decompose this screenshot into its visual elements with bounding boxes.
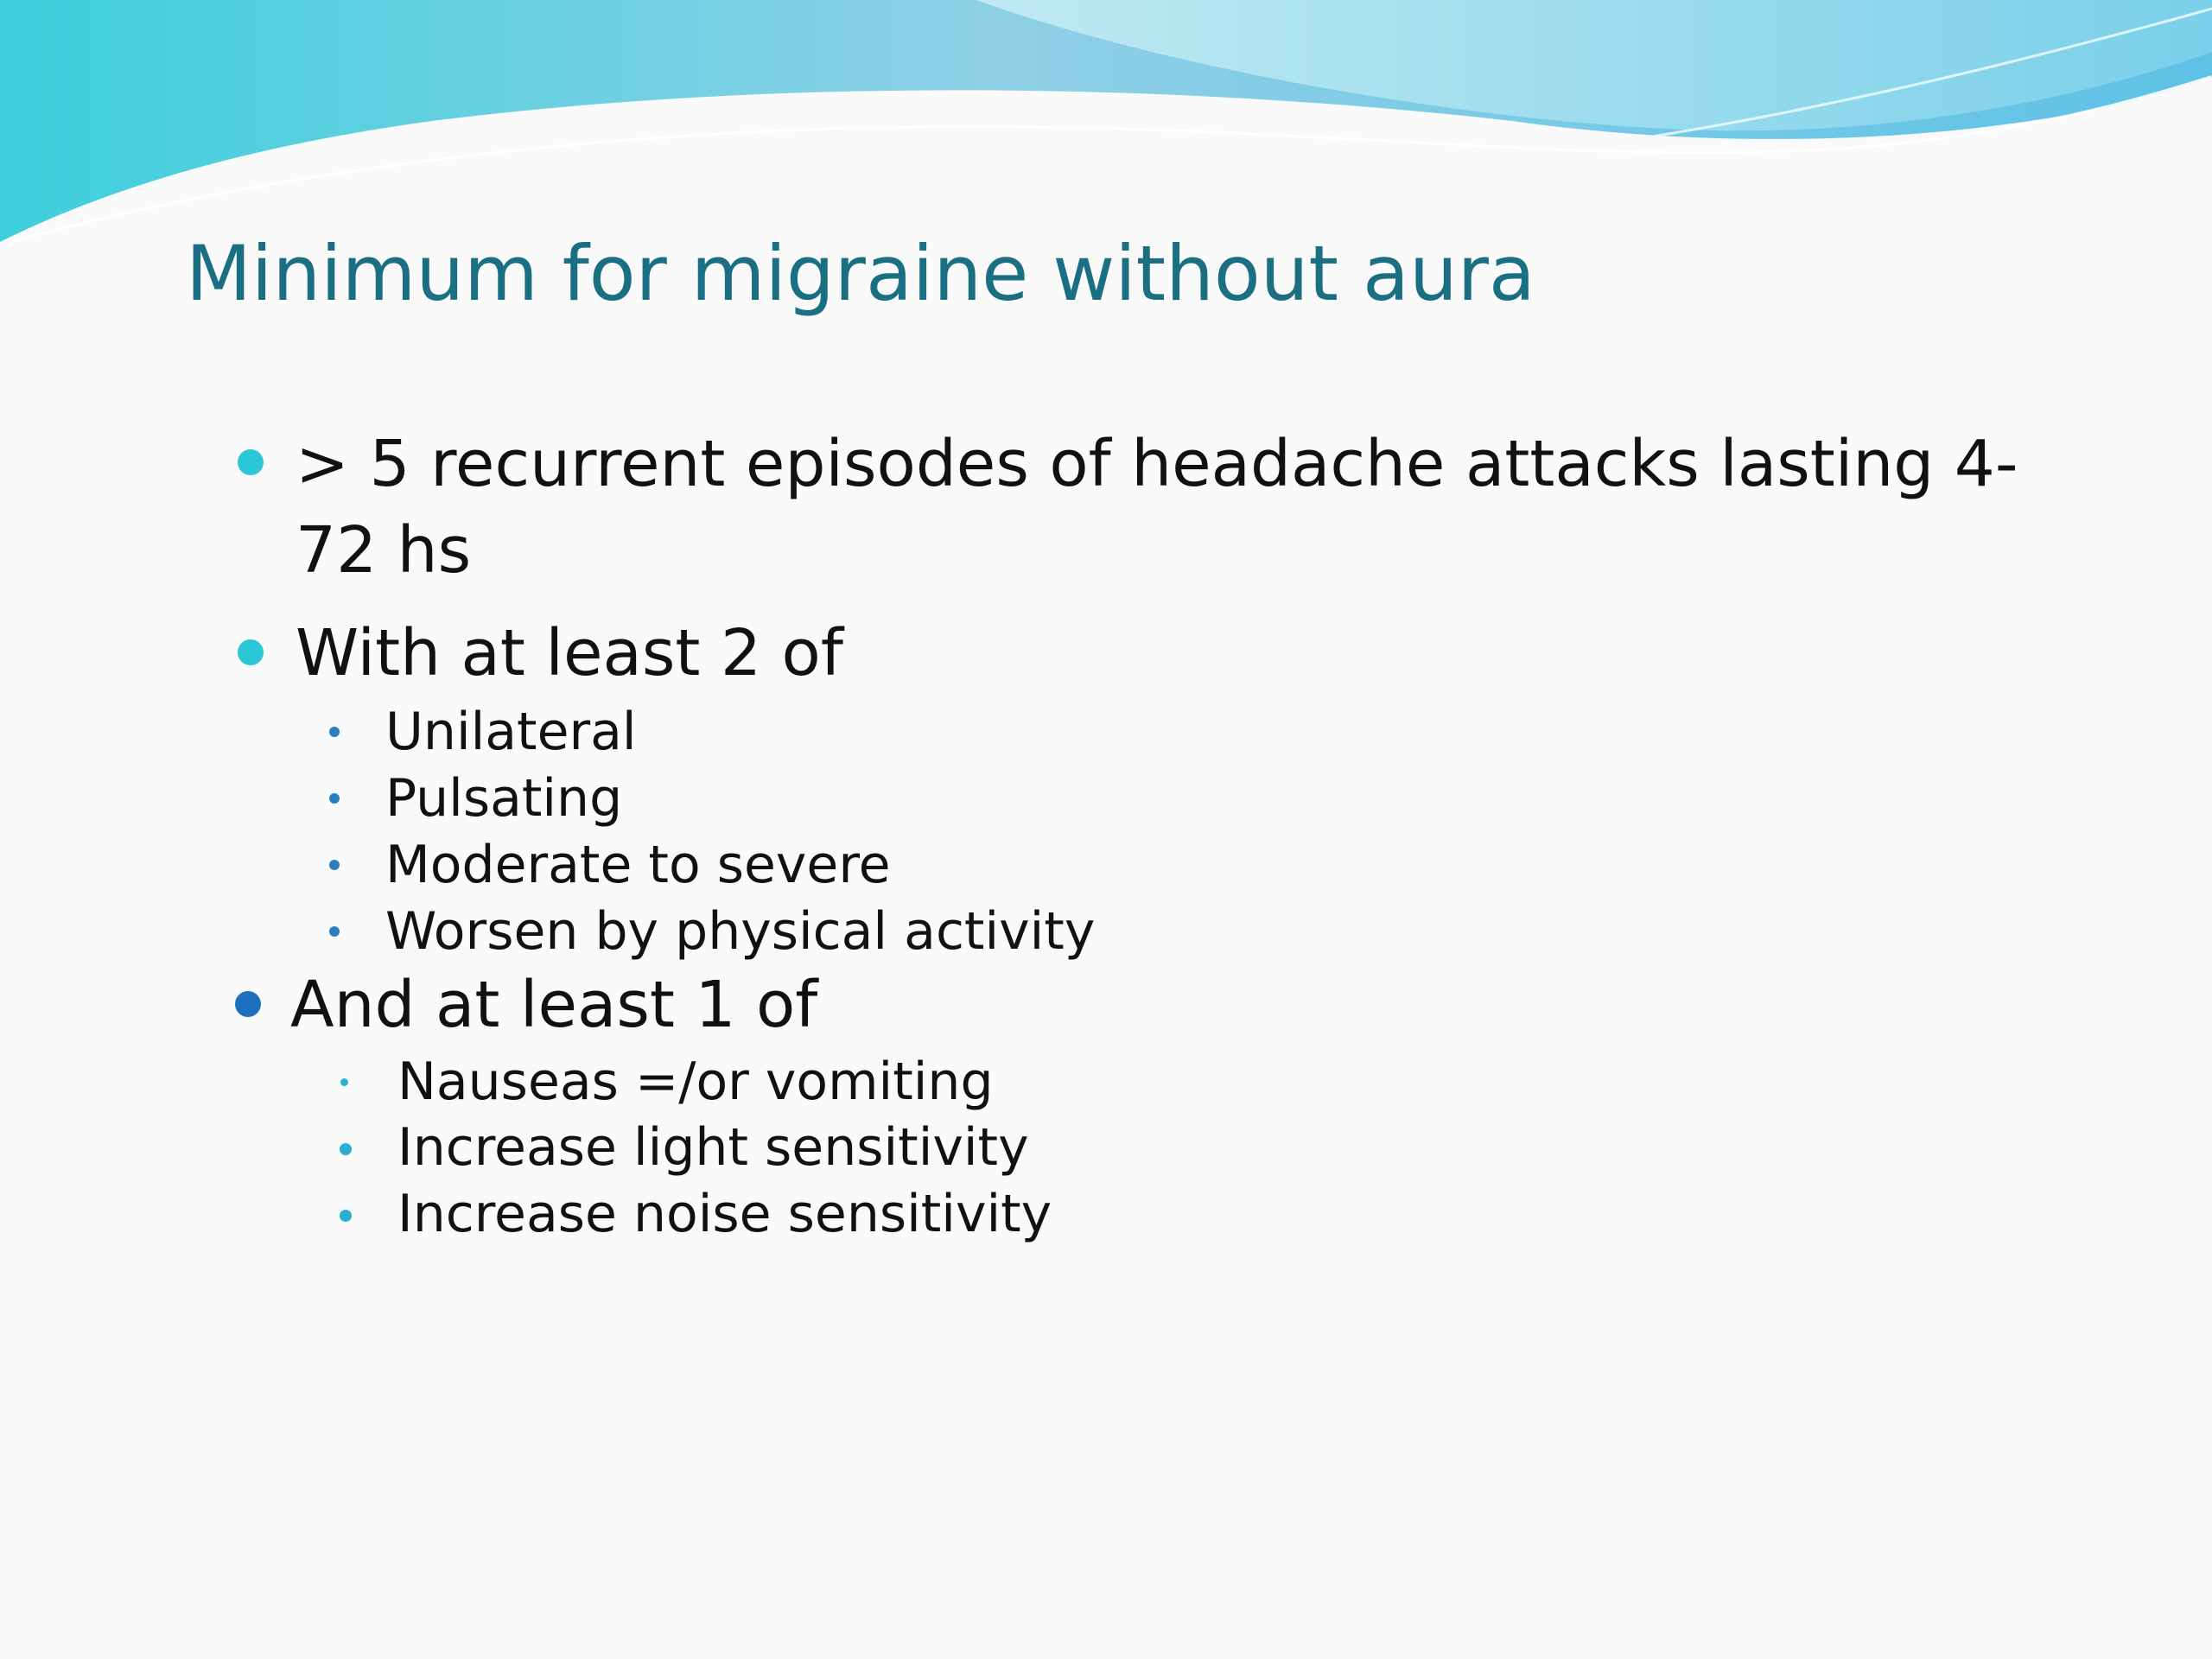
sub-bullet-pulsating: Pulsating xyxy=(385,768,623,829)
sub-bullet-nauseas-or-vomiting: Nauseas =/or vomiting xyxy=(397,1052,994,1112)
sub-bullet-increase-noise-sensitivity: Increase noise sensitivity xyxy=(397,1184,1052,1244)
bullet-1-line-1: > 5 recurrent episodes of headache attacks lasting 4- xyxy=(296,427,2018,501)
bullet-dot-icon xyxy=(238,449,264,475)
sub-bullet-dot-icon xyxy=(329,860,340,870)
sub-bullet-worsen-by-physical-activity: Worsen by physical activity xyxy=(385,901,1096,962)
sub-bullet-dot-icon xyxy=(329,793,340,804)
sub-bullet-dot-icon xyxy=(329,727,340,737)
bullet-dot-icon xyxy=(238,639,264,665)
sub-bullet-dot-icon xyxy=(340,1143,352,1155)
bullet-1-line-2: 72 hs xyxy=(296,513,472,588)
bullet-3-text: And at least 1 of xyxy=(290,968,818,1042)
sub-bullet-dot-icon xyxy=(329,926,340,937)
sub-bullet-dot-icon xyxy=(340,1210,352,1222)
bullet-2-text: With at least 2 of xyxy=(296,616,843,690)
sub-bullet-moderate-to-severe: Moderate to severe xyxy=(385,835,891,895)
slide-title: Minimum for migraine without aura xyxy=(186,229,1535,318)
bullet-dot-icon xyxy=(235,991,261,1017)
sub-bullet-increase-light-sensitivity: Increase light sensitivity xyxy=(397,1117,1029,1178)
sub-bullet-dot-icon xyxy=(340,1078,348,1086)
sub-bullet-unilateral: Unilateral xyxy=(385,702,637,762)
